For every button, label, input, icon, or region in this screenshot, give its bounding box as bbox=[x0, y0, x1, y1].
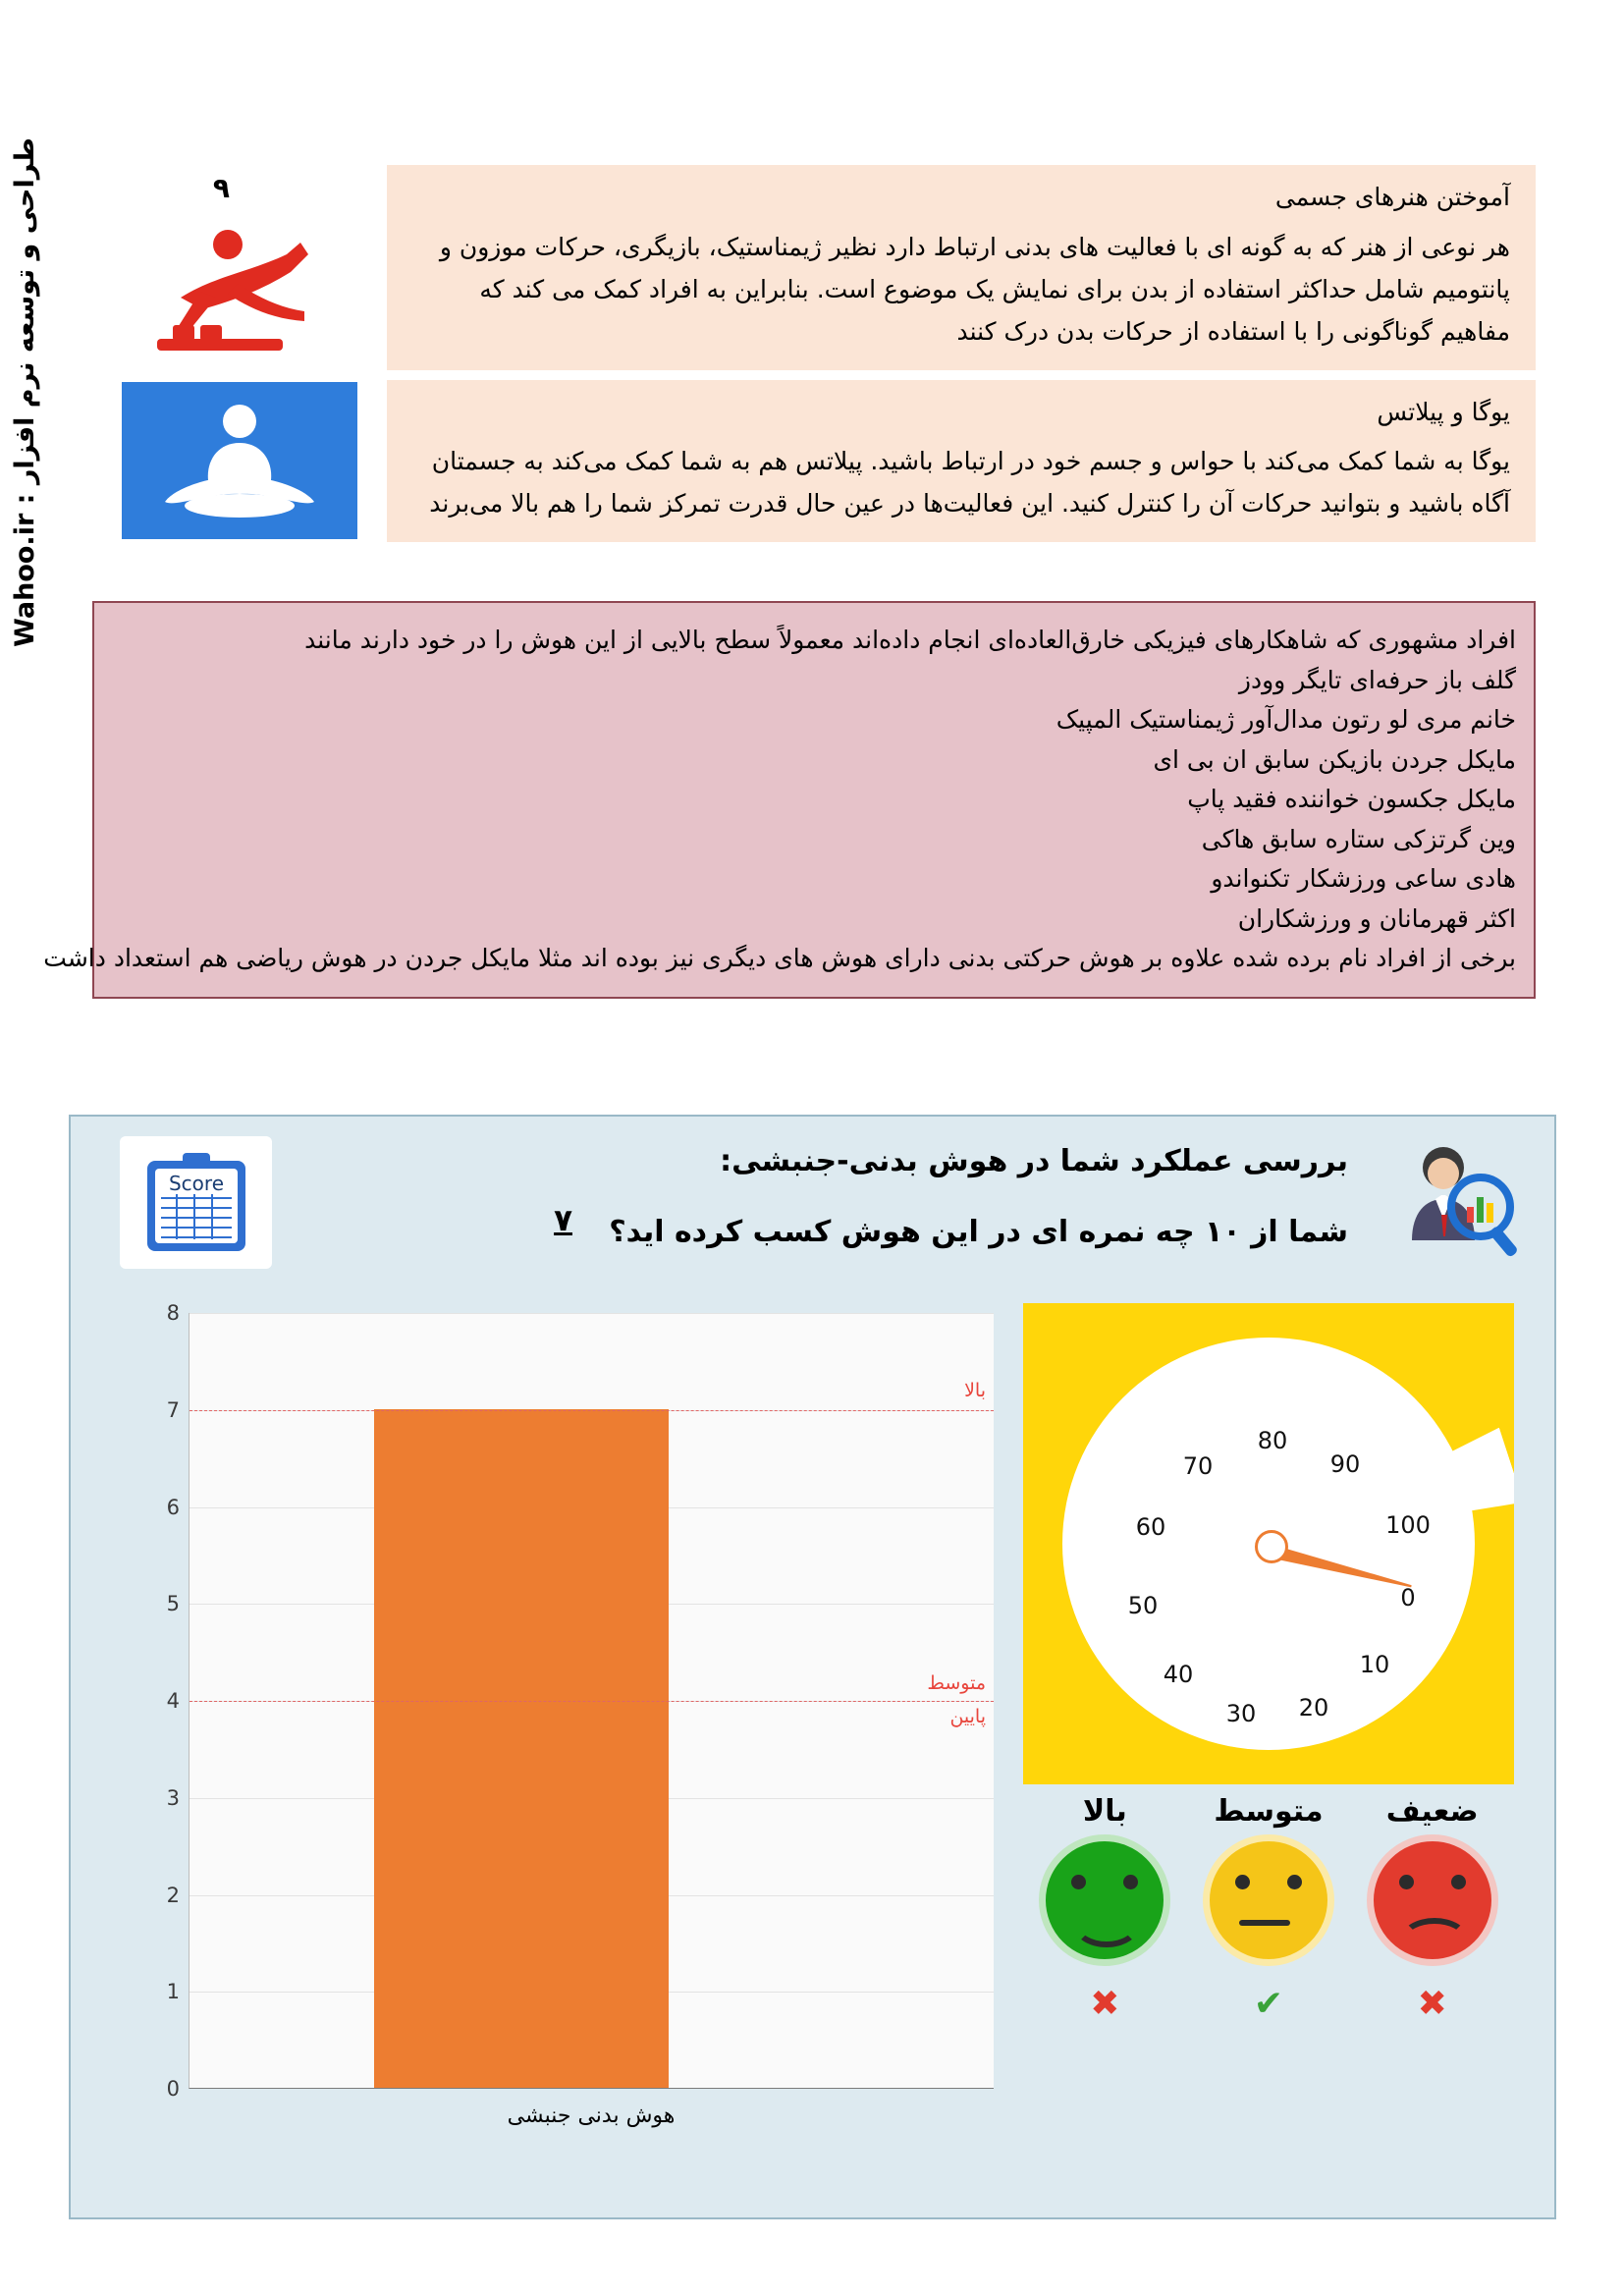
intelligence-sections-table bbox=[92, 165, 1536, 552]
eye bbox=[1123, 1875, 1138, 1889]
assessment-panel bbox=[69, 1115, 1556, 2219]
gauge-number: 80 bbox=[1257, 1427, 1288, 1454]
mouth bbox=[1239, 1920, 1290, 1926]
section-body bbox=[387, 165, 1536, 370]
eye bbox=[1399, 1875, 1414, 1889]
level-label-weak: ضعیف bbox=[1385, 1794, 1479, 1829]
happy-face-icon bbox=[1039, 1834, 1170, 1966]
svg-text:Score: Score bbox=[168, 1171, 224, 1195]
famous-person: خانم مری لو رتون مدال‌آور ژیمناستیک المپیک bbox=[1056, 705, 1516, 734]
y-tick: 6 bbox=[166, 1495, 180, 1519]
gauge-number: 90 bbox=[1329, 1450, 1361, 1478]
famous-person: وین گرتزکی ستاره سابق هاکی bbox=[1201, 824, 1516, 853]
y-tick: 1 bbox=[166, 1980, 180, 2004]
y-tick: 0 bbox=[166, 2077, 180, 2101]
check-icon: ✔ bbox=[1253, 1984, 1284, 2024]
famous-person: اکثر قهرمانان و ورزشکاران bbox=[1237, 903, 1516, 933]
panel-question: شما از ۱۰ چه نمره ای در این هوش کسب کرده اید؟ bbox=[609, 1215, 1348, 1249]
level-faces bbox=[1023, 1834, 1514, 1966]
section-row-yoga-pilates bbox=[92, 380, 1536, 543]
panel-heading: بررسی عملکرد شما در هوش بدنی-جنبشی: bbox=[720, 1144, 1348, 1178]
panel-question-block bbox=[425, 1138, 1348, 1256]
y-tick: 5 bbox=[166, 1592, 180, 1616]
sad-face-icon bbox=[1367, 1834, 1498, 1966]
cross-icon: ✖ bbox=[1417, 1984, 1447, 2024]
famous-person: هادی ساعی ورزشکار تکنواندو bbox=[1211, 864, 1516, 893]
gymnast-icon bbox=[92, 165, 387, 370]
famous-person: مایکل جردن بازیکن سابق ان بی ای bbox=[1153, 744, 1516, 774]
neutral-face-icon bbox=[1203, 1834, 1334, 1966]
level-labels bbox=[1023, 1794, 1514, 1829]
gauge-number: 40 bbox=[1163, 1661, 1194, 1688]
eye bbox=[1071, 1875, 1086, 1889]
gauge-number: 0 bbox=[1400, 1584, 1416, 1612]
level-marks bbox=[1023, 1984, 1514, 2024]
gauge-number: 100 bbox=[1385, 1511, 1431, 1539]
gauge-number: 10 bbox=[1359, 1651, 1390, 1678]
famous-person: گلف باز حرفه‌ای تایگر وودز bbox=[1238, 665, 1516, 694]
gauge-number: 60 bbox=[1135, 1513, 1166, 1541]
section-title: یوگا و پیلاتس bbox=[1377, 397, 1510, 426]
clipboard-score-icon bbox=[120, 1136, 272, 1269]
reference-label-medium: متوسط bbox=[927, 1672, 986, 1694]
eye bbox=[1287, 1875, 1302, 1889]
y-tick: 8 bbox=[166, 1301, 180, 1325]
page-number: ۹ bbox=[212, 172, 230, 204]
x-axis-category-label: هوش بدنی جنبشی bbox=[507, 2104, 676, 2128]
yoga-icon bbox=[92, 380, 387, 543]
analyst-person-icon bbox=[1363, 1134, 1535, 1277]
chart-plot-area bbox=[189, 1313, 994, 2089]
section-body bbox=[387, 380, 1536, 543]
face-cell-high bbox=[1023, 1834, 1187, 1966]
famous-note: برخی از افراد نام برده شده علاوه بر هوش حرکتی بدنی دارای هوش های دیگری نیز بوده اند مثلا مایکل جردن در هوش ریاضی هم استعداد داشت bbox=[43, 944, 1516, 972]
gridline bbox=[189, 1313, 994, 1314]
famous-people-box bbox=[43, 601, 1536, 999]
bar-chart bbox=[115, 1303, 1003, 2187]
panel-header bbox=[71, 1117, 1554, 1288]
famous-intro: افراد مشهوری که شاهکارهای فیزیکی خارق‌العاده‌ای انجام داده‌اند معمولاً سطح بالایی از این هوش را در خود دارند مانند bbox=[304, 626, 1516, 654]
gauge-number: 30 bbox=[1225, 1700, 1257, 1727]
gauge-number: 70 bbox=[1182, 1452, 1214, 1480]
mouth bbox=[1073, 1902, 1140, 1947]
reference-line-medium bbox=[189, 1701, 994, 1702]
reference-line-high bbox=[189, 1410, 994, 1411]
section-row-physical-arts bbox=[92, 165, 1536, 370]
y-tick: 7 bbox=[166, 1397, 180, 1422]
section-text: یوگا به شما کمک می‌کند با حواس و جسم خود در ارتباط باشید. پیلاتس هم به شما کمک می‌کند به جسمتان آگاه باشید و بتوانید حرکات آن را کنترل کنید. این فعالیت‌ها در عین حال قدرت تمرکز شما را هم بالا می‌برند bbox=[429, 447, 1510, 518]
y-tick: 4 bbox=[166, 1689, 180, 1713]
gauge-hub bbox=[1255, 1530, 1288, 1563]
y-tick: 3 bbox=[166, 1785, 180, 1810]
reference-label-low: پایین bbox=[949, 1706, 986, 1727]
cross-icon: ✖ bbox=[1090, 1984, 1120, 2024]
mouth bbox=[1401, 1918, 1468, 1959]
face-cell-weak bbox=[1350, 1834, 1514, 1966]
score-answer: ۷ bbox=[554, 1203, 572, 1238]
level-label-medium: متوسط bbox=[1214, 1794, 1324, 1829]
gauge-and-faces bbox=[1023, 1303, 1514, 2187]
watermark-text: طراحی و توسعه نرم افزار : Wahoo.ir bbox=[10, 137, 40, 647]
level-label-high: بالا bbox=[1082, 1794, 1127, 1829]
gauge-number: 20 bbox=[1298, 1694, 1329, 1722]
speedometer-gauge bbox=[1023, 1303, 1514, 1784]
bar-hoosh-badani bbox=[374, 1409, 669, 2088]
section-title: آموختن هنرهای جسمی bbox=[1274, 183, 1510, 211]
eye bbox=[1451, 1875, 1466, 1889]
reference-label-high: بالا bbox=[964, 1380, 986, 1401]
y-tick: 2 bbox=[166, 1883, 180, 1907]
section-text: هر نوعی از هنر که به گونه ای با فعالیت های بدنی ارتباط دارد نظیر ژیمناستیک، بازیگری، حرکات موزون و پانتومیم شامل حداکثر استفاده از بدن برای نمایش یک موضوع است. بنابراین به افراد کمک می کند که مفاهیم گوناگونی را با استفاده از حرکات بدن درک کنند bbox=[439, 232, 1510, 346]
gauge-number: 50 bbox=[1127, 1592, 1159, 1619]
famous-person: مایکل جکسون خواننده فقید پاپ bbox=[1187, 785, 1516, 813]
face-cell-medium bbox=[1187, 1834, 1351, 1966]
eye bbox=[1235, 1875, 1250, 1889]
